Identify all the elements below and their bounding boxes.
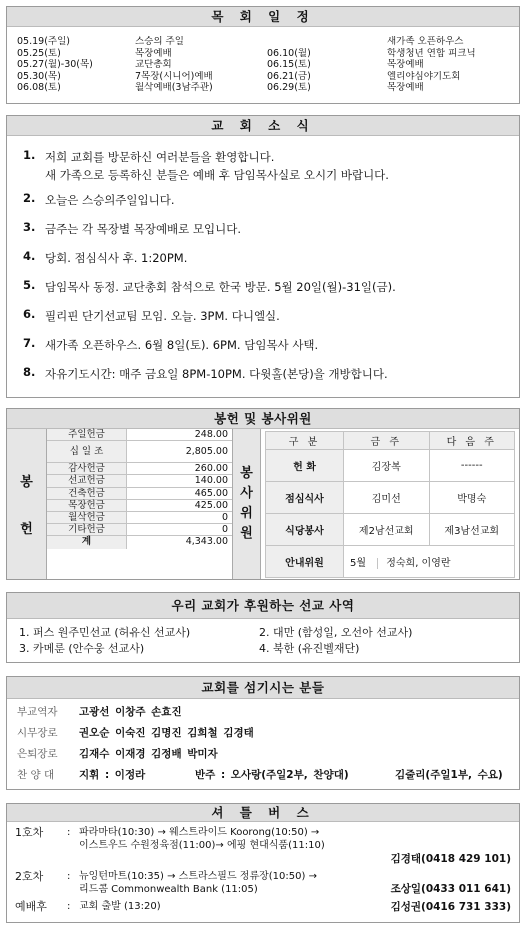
- schedule-date: 05.27(월)-30(목): [17, 59, 93, 70]
- schedule-event: 월삭예배(3남주관): [135, 82, 213, 93]
- shuttle-title: 셔 틀 버 스: [7, 804, 519, 822]
- schedule-event: 목장예배: [387, 82, 424, 93]
- table-header: [266, 432, 515, 450]
- list-item: 3. 카메룬 (안수웅 선교사): [19, 642, 145, 655]
- service-label: 원: [240, 526, 253, 541]
- row-label: 건축헌금: [47, 488, 127, 499]
- schedule-date: 06.15(토): [267, 59, 311, 70]
- table-row: [266, 482, 515, 514]
- shuttle-list: [7, 822, 519, 918]
- names: 권오순 이숙진 김명진 김희철 김경태: [79, 727, 254, 739]
- row-value: 248.00: [194, 429, 228, 440]
- news-list: [7, 136, 519, 383]
- list-item: [17, 765, 509, 786]
- role-label: 은퇴장로: [17, 748, 58, 760]
- role-label: 부교역자: [17, 706, 58, 718]
- schedule-right-column: [267, 36, 517, 94]
- table-row: [47, 512, 232, 524]
- list-item: [17, 723, 509, 744]
- schedule-event: 7목장(시니어)예배: [135, 70, 213, 82]
- schedule-list: [7, 27, 519, 96]
- table-row: [266, 546, 515, 578]
- column-header: 금 주: [344, 432, 430, 450]
- route-line: 파라마타(10:30) → 웨스트라이드 Koorong(10:50) →: [79, 827, 320, 838]
- item-number: 6.: [23, 307, 36, 321]
- row-value: 425.00: [194, 499, 228, 511]
- table-row-total: [47, 536, 232, 548]
- schedule-event: 엘리야심야기도회: [387, 70, 461, 82]
- row-label: 월삭헌금: [47, 512, 127, 523]
- driver-contact: 김경태(0418 429 101): [390, 853, 511, 865]
- table-row: [47, 463, 232, 475]
- offering-section: [6, 408, 520, 580]
- bus-name: 2호차: [15, 870, 44, 883]
- schedule-date: 05.19(주일): [17, 36, 70, 47]
- row-value: 465.00: [194, 487, 228, 499]
- item-number: 7.: [23, 336, 36, 350]
- list-item: [17, 744, 509, 765]
- mission-list: [7, 619, 519, 661]
- schedule-left-column: [17, 36, 267, 94]
- row-label: 안내위원: [266, 546, 344, 578]
- bus-route: 1호차 : 파라마타(10:30) → 웨스트라이드 Koorong(10:50) → 이스트우드 수원정육점(11:00)→ 에핑 현대식품(11:10): [15, 826, 325, 851]
- offering-label: 헌: [20, 522, 33, 537]
- row-label: 감사헌금: [47, 463, 127, 474]
- servants-list: [7, 699, 519, 788]
- item-text: 오늘은 스승의주일입니다.: [45, 193, 175, 207]
- schedule-event: 학생청년 연합 피크닉: [387, 47, 476, 59]
- bus-route: 2호차 : 뉴잉턴마트(10:35) → 스트라스필드 정류장(10:50) → 리드콤 Commonwealth Bank (11:05): [15, 870, 317, 895]
- item-text: 금주는 각 목장별 목장예배로 모입니다.: [45, 222, 242, 236]
- schedule-event: 스승의 주일: [135, 36, 184, 47]
- next-week-cell: 제3남선교회: [429, 514, 515, 546]
- item-number: 8.: [23, 365, 36, 379]
- this-week-cell: 김장복: [344, 450, 430, 482]
- bus-name: 1호차: [15, 826, 44, 839]
- shuttle-section: [6, 803, 520, 923]
- row-value: 0: [221, 524, 228, 536]
- table-row: [47, 441, 232, 463]
- item-text: 당회. 점심식사 후. 1:20PM.: [45, 251, 188, 265]
- list-item: 1. 퍼스 원주민선교 (허유신 선교사): [19, 626, 191, 639]
- service-label: 사: [240, 486, 253, 501]
- list-item: [23, 336, 519, 354]
- column-header: 다 음 주: [429, 432, 515, 450]
- bus-name: 예배후: [15, 900, 47, 913]
- schedule-date: 06.29(토): [267, 82, 311, 93]
- schedule-event: 교단총회: [135, 59, 172, 70]
- list-item: [23, 191, 519, 209]
- conductor: 지휘 : 이정라: [79, 769, 146, 781]
- names: 김재수 이재경 김정배 박미자: [79, 748, 218, 760]
- next-week-cell: 박명숙: [429, 482, 515, 514]
- list-item: [17, 702, 509, 723]
- table-row: [266, 450, 515, 482]
- schedule-event: 새가족 오픈하우스: [387, 36, 464, 47]
- item-number: 5.: [23, 278, 36, 292]
- table-row: [47, 500, 232, 512]
- route-line: 리드콤 Commonwealth Bank (11:05): [79, 884, 258, 895]
- row-label: 기타헌금: [47, 524, 127, 535]
- row-label: 점심식사: [266, 482, 344, 514]
- list-item: 2. 대만 (함성일, 오선아 선교사): [259, 626, 413, 639]
- route-line: 뉴잉턴마트(10:35) → 스트라스필드 정류장(10:50) →: [79, 871, 317, 882]
- schedule-section: [6, 6, 520, 104]
- accompanist: 반주 : 오사랑(주일2부, 찬양대): [195, 769, 349, 781]
- names: 고광선 이창주 손효진: [79, 706, 182, 718]
- table-row: [47, 488, 232, 500]
- servants-section: [6, 676, 520, 790]
- row-label: 헌 화: [266, 450, 344, 482]
- list-item: [23, 220, 519, 238]
- table-row: [266, 514, 515, 546]
- item-text: 새 가족으로 등록하신 분들은 예배 후 담임목사실로 오시기 바랍니다.: [45, 168, 389, 182]
- offering-title: 봉헌 및 봉사위원: [7, 409, 519, 429]
- schedule-date: [267, 36, 387, 48]
- row-label: 십 일 조: [47, 441, 127, 462]
- role-label: 시무장로: [17, 727, 58, 739]
- schedule-date: 05.25(토): [17, 47, 61, 59]
- item-number: 2.: [23, 191, 36, 205]
- driver-contact: 조상일(0433 011 641): [390, 883, 511, 895]
- mission-section: [6, 592, 520, 663]
- schedule-event: 목장예배: [135, 47, 172, 59]
- list-item: [23, 307, 519, 325]
- table-row: [47, 475, 232, 487]
- schedule-title: 목 회 일 정: [7, 7, 519, 27]
- item-text: 담임목사 동정. 교단총회 참석으로 한국 방문. 5월 20일(월)-31일(금).: [45, 280, 396, 294]
- row-value: 2,805.00: [185, 446, 228, 458]
- servants-title: 교회를 섬기시는 분들: [7, 677, 519, 699]
- list-item: [23, 278, 519, 296]
- list-item: [23, 365, 519, 383]
- item-number: 4.: [23, 249, 36, 263]
- schedule-date: 06.08(토): [17, 82, 61, 93]
- row-label: 주일헌금: [47, 429, 127, 440]
- row-value: 140.00: [194, 475, 228, 487]
- column-header: 구 분: [266, 432, 344, 450]
- list-item: [23, 249, 519, 267]
- usher-names: 정숙희, 이영란: [377, 558, 450, 569]
- table-row: [47, 524, 232, 536]
- item-text: 필리핀 단기선교팀 모임. 오늘. 3PM. 다니엘실.: [45, 309, 280, 323]
- row-label: 목장헌금: [47, 500, 127, 511]
- table-row: [47, 429, 232, 441]
- list-item: 4. 북한 (유진벨재단): [259, 642, 360, 655]
- item-number: 1.: [23, 148, 36, 162]
- item-number: 3.: [23, 220, 36, 234]
- mission-title: 우리 교회가 후원하는 선교 사역: [7, 593, 519, 619]
- service-table: [233, 429, 519, 579]
- row-value: 0: [221, 511, 228, 523]
- item-text: 자유기도시간: 매주 금요일 8PM-10PM. 다윗홀(본당)을 개방합니다.: [45, 367, 388, 381]
- next-week-cell: ------: [429, 450, 515, 482]
- item-text: 새가족 오픈하우스. 6월 8일(토). 6PM. 담임목사 사택.: [45, 338, 319, 352]
- row-label: 계: [47, 536, 127, 548]
- accompanist: 김줄리(주일1부, 수요): [395, 769, 503, 781]
- schedule-date: 06.10(월): [267, 47, 311, 59]
- news-section: [6, 115, 520, 398]
- schedule-date: 05.30(목): [17, 70, 61, 82]
- row-value: 4,343.00: [185, 536, 228, 548]
- bus-route: 예배후 : 교회 출발 (13:20) 김성권(0416 731 333): [15, 900, 511, 913]
- item-text: 저희 교회를 방문하신 여러분들을 환영합니다.: [45, 150, 275, 164]
- offering-table: [7, 429, 233, 579]
- schedule-event: 목장예배: [387, 59, 424, 70]
- schedule-date: 06.21(금): [267, 70, 311, 82]
- this-week-cell: 제2남선교회: [344, 514, 430, 546]
- usher-month: 5월: [350, 558, 367, 569]
- this-week-cell: 김미선: [344, 482, 430, 514]
- row-value: 260.00: [194, 463, 228, 475]
- route-line: 이스트우드 수원정육점(11:00)→ 에핑 현대식품(11:10): [79, 840, 325, 851]
- list-item: [23, 148, 519, 184]
- offering-label: 봉: [20, 475, 33, 490]
- news-title: 교 회 소 식: [7, 116, 519, 136]
- row-label: 식당봉사: [266, 514, 344, 546]
- service-label: 위: [240, 506, 253, 521]
- route-line: 교회 출발 (13:20): [79, 901, 161, 912]
- driver-contact: 김성권(0416 731 333): [390, 901, 511, 913]
- role-label: 찬 양 대: [17, 769, 55, 781]
- row-label: 선교헌금: [47, 475, 127, 486]
- service-label: 봉: [240, 466, 253, 481]
